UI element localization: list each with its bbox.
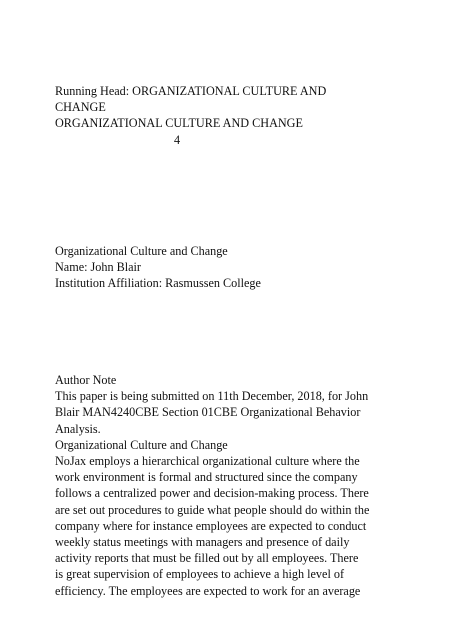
body-line: efficiency. The employees are expected to work for an average	[55, 583, 361, 598]
author-note-heading: Author Note	[55, 373, 117, 387]
body-line: company where for instance employees are expected to conduct	[55, 518, 367, 533]
page-number: 4	[174, 132, 181, 147]
body-line: NoJax employs a hierarchical organizational culture where the	[55, 454, 360, 469]
paper-title: Organizational Culture and Change	[55, 244, 228, 258]
running-head	[55, 83, 400, 148]
running-head-line-2: CHANGE	[55, 100, 106, 115]
body-line: follows a centralized power and decision-making process. There	[55, 486, 369, 501]
running-head-line-3: ORGANIZATIONAL CULTURE AND CHANGE	[55, 116, 303, 131]
author-note-line: Blair MAN4240CBE Section 01CBE Organizational Behavior	[55, 405, 361, 420]
author-note-and-body	[55, 372, 400, 599]
running-head-line-1: Running Head: ORGANIZATIONAL CULTURE AND	[55, 84, 327, 98]
body-line: work environment is formal and structured since the company	[55, 470, 358, 485]
body-heading: Organizational Culture and Change	[55, 437, 228, 452]
institution-affiliation: Institution Affiliation: Rasmussen College	[55, 276, 261, 291]
body-line: are set out procedures to guide what people should do within the	[55, 502, 370, 517]
body-line: is great supervision of employees to achieve a high level of	[55, 567, 345, 582]
author-note-line: Analysis.	[55, 421, 101, 436]
body-line: weekly status meetings with managers and presence of daily	[55, 535, 350, 550]
body-line: activity reports that must be filled out by all employees. There	[55, 551, 359, 566]
author-note-line: This paper is being submitted on 11th December, 2018, for John	[55, 389, 369, 404]
title-block	[55, 243, 400, 292]
author-name: Name: John Blair	[55, 260, 141, 275]
